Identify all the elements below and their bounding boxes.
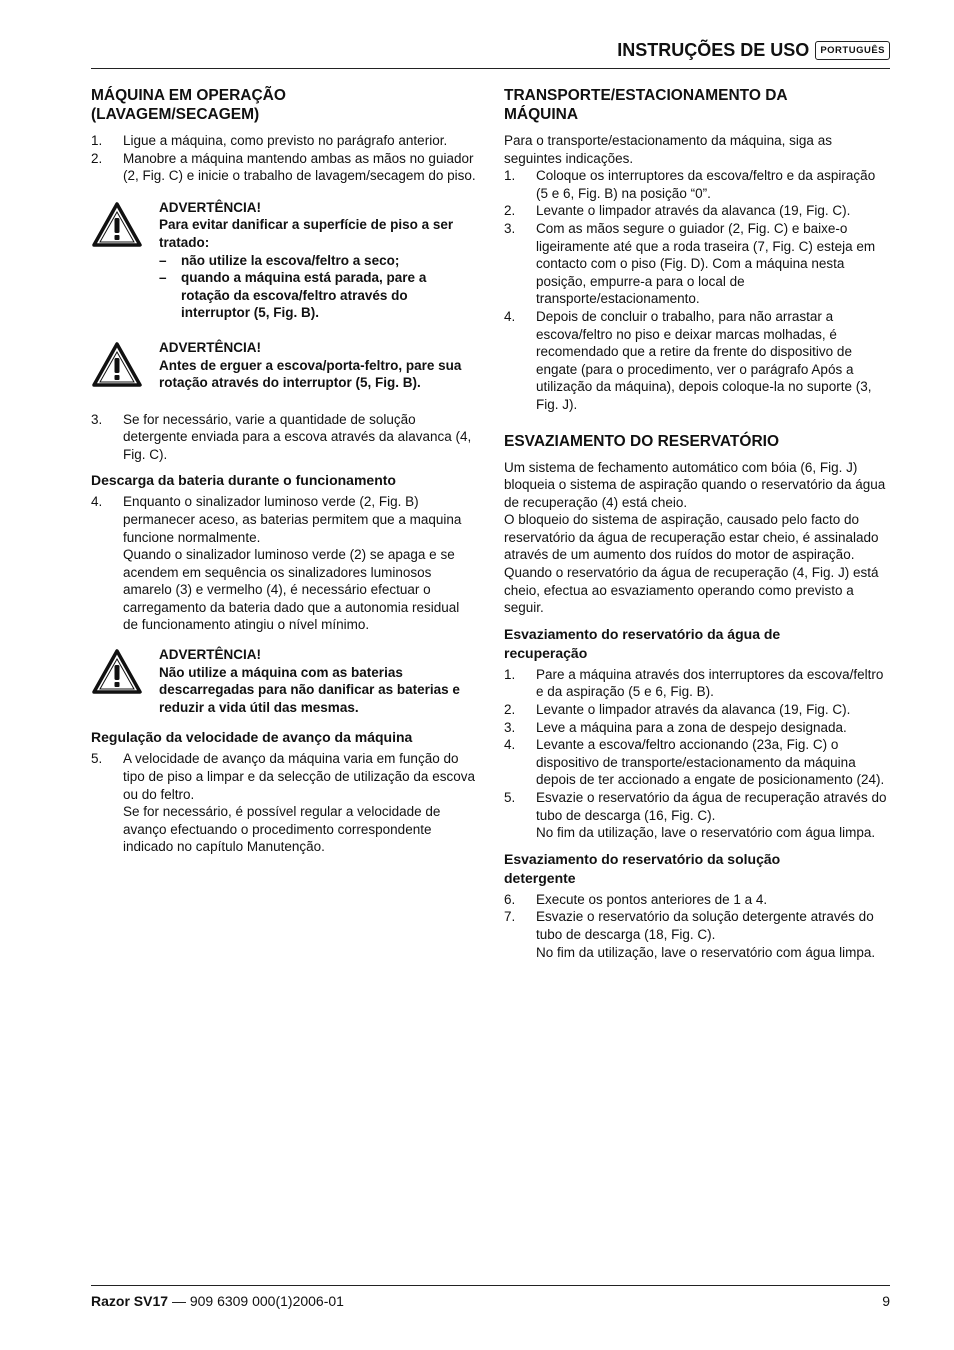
item-text: Se for necessário, varie a quantidade de solução detergente enviada para a escova através da alavanca (4, Fig. C). (123, 411, 472, 462)
list-item (91, 150, 476, 185)
footer-doc-number: — 909 6309 000(1)2006-01 (171, 1293, 344, 1309)
warning-title: ADVERTÊNCIA! (159, 199, 262, 215)
list-item (504, 202, 890, 220)
list-item (91, 132, 476, 150)
item-number: 2. (91, 150, 103, 166)
warning-bullet-text: não utilize la escova/feltro a seco; (181, 252, 400, 268)
page-number: 9 (882, 1293, 890, 1309)
item-text: Depois de concluir o trabalho, para não arrastar a escova/feltro no piso e deixar marcas molhadas, é recomendado que a retire da frente do dispositivo de engate (para o procedimento, ver o parágrafo Após a utilização da máquina), depois coloque-la no suporte (3, Fig. J). (536, 308, 872, 412)
subsection-title-detergent (504, 850, 890, 888)
warning-bullet-text: quando a máquina está parada, pare a rotação da escova/feltro através do interruptor (5, Fig. B). (181, 270, 427, 321)
item-text-part: No fim da utilização, lave o reservatório com água limpa. (536, 825, 876, 841)
list-item (504, 719, 890, 737)
list-item (504, 736, 890, 789)
item-text: Execute os pontos anteriores de 1 a 4. (536, 891, 768, 907)
subsection-title-recovery (504, 625, 890, 663)
section-title-operation (91, 86, 476, 124)
warning-text (159, 646, 476, 716)
list-item (504, 891, 890, 909)
list-item (91, 750, 476, 856)
warning-block (91, 199, 476, 322)
item-text (123, 750, 476, 856)
item-number: 5. (504, 790, 516, 805)
list-item (504, 908, 890, 961)
section-title-line: MÁQUINA (504, 106, 579, 123)
item-text: Pare a máquina através dos interruptores da escova/feltro e da aspiração (5 e 6, Fig. B). (536, 666, 884, 700)
section-title-line: MÁQUINA EM OPERAÇÃO (91, 87, 286, 104)
list-item (91, 493, 476, 634)
warning-bullet: – quando a máquina está parada, pare a rotação da escova/feltro através do interruptor (5, Fig. B). (159, 269, 476, 322)
warning-icon (91, 199, 159, 322)
item-text: Com as mãos segure o guiador (2, Fig. C) e baixe-o ligeiramente até que a roda traseira (7, Fig. C) esteja em contacto com o piso (Fig. D). Com a máquina nesta posição, empurre-a para o local de transporte/estacionamento. (536, 220, 876, 307)
item-text-part: Quando o sinalizador luminoso verde (2) se apaga e se acendem em sequência os sinalizadores luminosos amarelo (3) e vermelho (4), é necessário efectuar o carregamento da bateria dado que a autonomia residual de funcionamento atingiu o nível mínimo. (123, 547, 460, 633)
footer-doc-info (91, 1292, 344, 1310)
intro-paragraph: Para o transporte/estacionamento da máquina, siga as seguintes indicações. (504, 133, 832, 166)
item-number: 3. (91, 411, 103, 427)
page-header (91, 38, 890, 69)
list-item (504, 167, 890, 202)
paragraph: Um sistema de fechamento automático com bóia (6, Fig. J) bloqueia o sistema de aspiração quando o reservatório da água de recuperação (4) está cheio. (504, 459, 886, 510)
item-text: Leve a máquina para a zona de despejo designada. (536, 719, 847, 735)
paragraph: O bloqueio do sistema de aspiração, causado pelo facto do reservatório da água de recuperação estar cheio, é assinalado através de um aumento dos ruídos do motor de aspiração. (504, 512, 879, 563)
item-text-part: Esvazie o reservatório da água de recuperação através do tubo de descarga (16, Fig. C). (536, 790, 887, 823)
warning-text (159, 339, 476, 394)
header-title: INSTRUÇÕES DE USO (617, 40, 810, 60)
section-title-transport (504, 86, 890, 124)
section-title-emptying: ESVAZIAMENTO DO RESERVATÓRIO (504, 432, 780, 450)
subsection-title-line: detergente (504, 869, 576, 886)
item-number: 2. (504, 702, 516, 718)
list-item (504, 789, 890, 842)
list-item (504, 666, 890, 701)
item-text: Levante o limpador através da alavanca (19, Fig. C). (536, 702, 851, 718)
footer-model: Razor SV17 (91, 1293, 169, 1309)
item-number: 4. (504, 308, 516, 324)
subsection-title-line: Esvaziamento do reservatório da água de (504, 625, 781, 642)
page-footer (91, 1285, 890, 1310)
item-number: 1. (504, 666, 516, 682)
item-text: Ligue a máquina, como previsto no parágrafo anterior. (123, 133, 448, 148)
subsection-title-line: recuperação (504, 644, 588, 661)
list-item (504, 220, 890, 308)
warning-block (91, 339, 476, 394)
item-text (123, 493, 476, 634)
list-item (91, 411, 476, 464)
item-number: 4. (504, 737, 516, 753)
item-number: 6. (504, 891, 516, 907)
item-number: 1. (504, 168, 516, 184)
item-text: Levante o limpador através da alavanca (19, Fig. C). (536, 203, 851, 219)
item-number: 4. (91, 494, 103, 510)
right-column (504, 86, 890, 961)
list-item (504, 308, 890, 414)
warning-title: ADVERTÊNCIA! (159, 647, 262, 663)
subsection-title-speed: Regulação da velocidade de avanço da máquina (91, 729, 413, 746)
warning-title: ADVERTÊNCIA! (159, 339, 262, 355)
warning-icon (91, 339, 159, 394)
list-item (504, 701, 890, 719)
item-number: 5. (91, 751, 103, 767)
item-text-part: No fim da utilização, lave o reservatório com água limpa. (536, 944, 876, 960)
item-text: Coloque os interruptores da escova/feltro e da aspiração (5 e 6, Fig. B) na posição “0”. (536, 168, 876, 201)
item-text-part: Esvazie o reservatório da solução detergente através do tubo de descarga (18, Fig. C). (536, 909, 874, 942)
warning-icon (91, 646, 159, 716)
warning-body: Não utilize a máquina com as baterias descarregadas para não danificar as baterias e reduzir a vida útil das mesmas. (159, 664, 460, 715)
warning-text (159, 199, 476, 322)
subsection-title-battery: Descarga da bateria durante o funcionamento (91, 472, 396, 489)
section-title-line: (LAVAGEM/SECAGEM) (91, 106, 260, 123)
item-text: Manobre a máquina mantendo ambas as mãos no guiador (2, Fig. C) e inicie o trabalho de lavagem/secagem do piso. (123, 150, 476, 184)
item-text: Levante a escova/feltro accionando (23a, Fig. C) o dispositivo de transporte/estacionamento da máquina depois de ter accionado a engate de posicionamento (24). (536, 737, 885, 788)
warning-body: Antes de erguer a escova/porta-feltro, pare sua rotação através do interruptor (5, Fig. B). (159, 357, 462, 391)
item-text (536, 789, 890, 842)
item-text-part: Enquanto o sinalizador luminoso verde (2, Fig. B) permanecer aceso, as baterias permitem que a maquina funcione normalmente. (123, 494, 462, 545)
item-text-part: A velocidade de avanço da máquina varia em função do tipo de piso a limpar e da selecção de utilização da escova ou do feltro. (123, 751, 475, 802)
warning-bullet: – não utilize la escova/feltro a seco; (159, 252, 400, 268)
warning-block (91, 646, 476, 716)
item-number: 7. (504, 909, 516, 925)
item-number: 2. (504, 203, 516, 219)
item-text-part: Se for necessário, é possível regular a velocidade de avanço efectuando o procedimento correspondente indicado no capítulo Manutenção. (123, 804, 441, 855)
subsection-title-line: Esvaziamento do reservatório da solução (504, 850, 781, 867)
item-number: 1. (91, 133, 103, 148)
section-title-line: TRANSPORTE/ESTACIONAMENTO DA (504, 87, 788, 104)
item-number: 3. (504, 719, 516, 735)
language-badge: PORTUGUÊS (815, 41, 890, 60)
left-column (91, 86, 476, 856)
item-number: 3. (504, 220, 516, 236)
paragraph: Quando o reservatório da água de recuperação (4, Fig. J) está cheio, efectua ao esvaziamento operando como previsto a seguir. (504, 565, 879, 616)
item-text (536, 908, 890, 961)
warning-body: Para evitar danificar a superfície de piso a ser tratado: (159, 217, 454, 250)
